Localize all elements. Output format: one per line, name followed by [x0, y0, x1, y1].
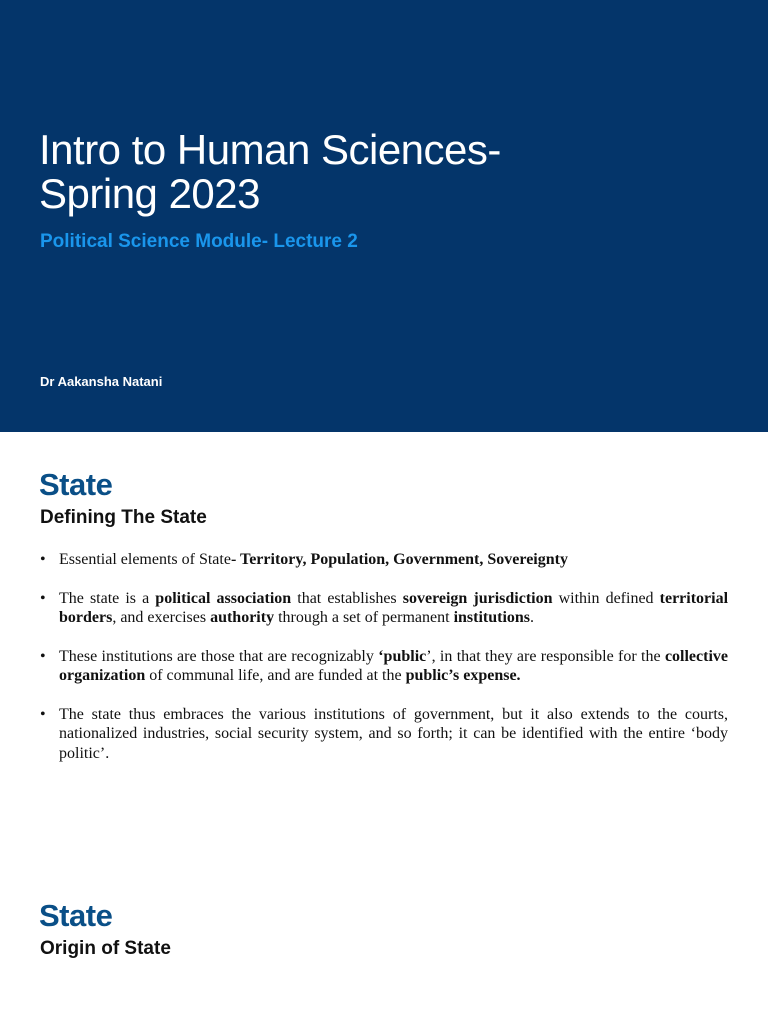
bullet-bold-text: collective organization — [59, 647, 729, 684]
presentation-subtitle: Political Science Module- Lecture 2 — [40, 231, 358, 252]
bullet-item — [40, 589, 728, 628]
bullet-item — [40, 647, 728, 686]
bullet-text: , and exercises — [112, 609, 211, 626]
slide-heading: State — [39, 467, 113, 502]
bullet-list — [40, 550, 728, 782]
bullet-bold-text: sovereign jurisdiction — [402, 589, 553, 607]
presentation-title — [39, 128, 501, 216]
bullet-text: ’, in that they are responsible for the — [426, 647, 665, 665]
slide-subheading: Defining The State — [40, 507, 207, 528]
bullet-text: of communal life, and are funded at the — [145, 667, 406, 684]
bullet-bold-text: territorial borders — [59, 589, 729, 626]
bullet-bold-text: institutions — [453, 609, 531, 626]
bullet-text: The state thus embraces the various institutions of government, but it also extends to the courts, nationalized industries, social security system, and so forth; it can be identified with the entire ‘body politic’. — [59, 705, 728, 762]
slide-origin-of-state — [0, 864, 768, 1024]
bullet-text: that establishes — [291, 589, 403, 607]
slide-subheading: Origin of State — [40, 938, 171, 959]
presentation-title-line-2: Spring 2023 — [39, 170, 261, 217]
bullet-item — [40, 550, 728, 570]
author-name: Dr Aakansha Natani — [40, 374, 163, 389]
bullet-text: through a set of permanent — [274, 609, 454, 626]
bullet-text: Essential elements of State — [59, 551, 231, 568]
bullet-item — [40, 705, 728, 764]
bullet-text: . — [530, 609, 535, 626]
bullet-text: within defined — [552, 589, 660, 607]
bullet-bold-text: ‘public — [378, 647, 427, 665]
title-slide — [0, 0, 768, 432]
bullet-text: The state is a — [59, 589, 156, 607]
presentation-title-line-1: Intro to Human Sciences- — [39, 126, 501, 173]
bullet-text: These institutions are those that are recognizably — [59, 647, 379, 665]
bullet-bold-text: political association — [155, 589, 292, 607]
bullet-bold-text: - Territory, Population, Government, Sovereignty — [230, 551, 568, 568]
slide-defining-the-state — [0, 432, 768, 864]
bullet-bold-text: public’s expense. — [405, 667, 521, 684]
bullet-bold-text: authority — [210, 609, 275, 626]
slide-heading: State — [39, 898, 113, 933]
